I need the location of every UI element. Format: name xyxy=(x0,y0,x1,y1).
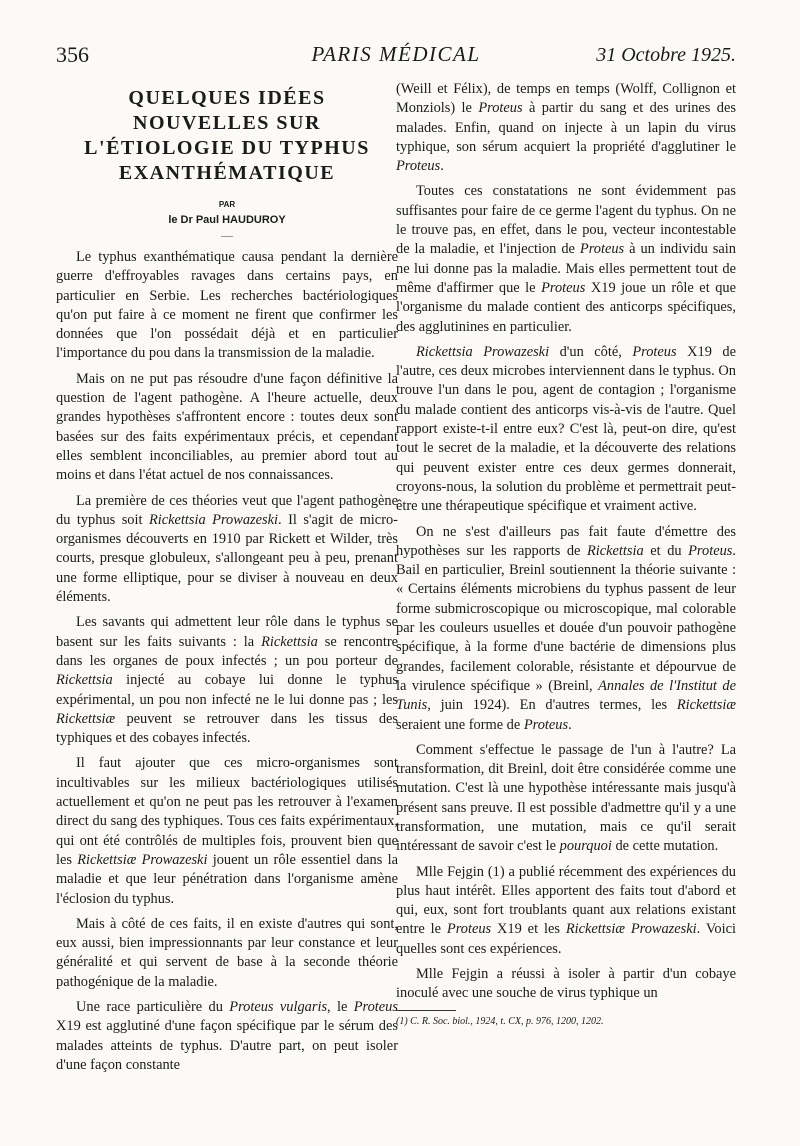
body-paragraph: Une race particulière du Proteus vulgaris, le Proteus X19 est agglutiné d'une façon spécifique par le sérum des malades atteints de typhus. D'autre part, on peut isoler d'une façon constante xyxy=(56,998,398,1073)
body-paragraph: On ne s'est d'ailleurs pas fait faute d'émettre des hypothèses sur les rapports de Rickettsia et du Proteus. Bail en particulier, Breinl soutiennent la théorie suivante : « Certains éléments microbiens du typhus passent de leur forme submicroscopique ou microscopique, mal colorable par les couleurs usuelles et douée d'un pouvoir pathogène spécifique, à la forme d'une bactérie de dimensions plus grandes, facilement colorable, résistante et dépourvue de la virulence spécifique » (Breinl, Annales de l'Institut de Tunis, juin 1924). En d'autres termes, les Rickettsiæ seraient une forme de Proteus. xyxy=(396,523,737,733)
running-header xyxy=(56,42,736,76)
body-paragraph: Les savants qui admettent leur rôle dans le typhus se basent sur les faits suivants : la Rickettsia se rencontre dans les organes de poux infectés ; un pou porteur de Rickettsia injecté au cobaye lui donne le typhus expérimental, un pou non infecté ne le lui donne pas ; les Rickettsiæ peuvent se retrouver dans les tissus des typhiques et des cobayes infectés. xyxy=(56,614,398,747)
body-paragraph: Mais à côté de ces faits, il en existe d'autres qui sont, eux aussi, bien impressionnants par leur constance et leur généralité et qui servent de base à la seconde théorie pathogénique de la maladie. xyxy=(56,915,398,990)
left-column xyxy=(56,80,398,1081)
page-number: 356 xyxy=(56,42,89,67)
title-line: EXANTHÉMATIQUE xyxy=(118,162,336,184)
body-paragraph: Mlle Fejgin (1) a publié récemment des expériences du plus haut intérêt. Elles apportent des faits tout d'abord et qui, eux, sont fort troublants quant aux relations existant entre le Proteus X19 et les Rickettsiæ Prowazeski. Voici quelles sont ces expériences. xyxy=(396,863,736,957)
separator-dash: — xyxy=(221,228,233,242)
author-name: le Dr Paul HAUDUROY xyxy=(168,214,286,226)
body-paragraph: Le typhus exanthématique causa pendant la dernière guerre d'effroyables ravages dans certains pays, en particulier en Serbie. Les recherches bactériologiques qu'on put faire à ce moment ne firent que confirmer les données que l'on possédait déjà et en particulier l'importance du pou dans la transmission de la maladie. xyxy=(56,249,398,362)
body-paragraph: Mlle Fejgin a réussi à isoler à partir d'un cobaye inoculé avec une souche de virus typhique un xyxy=(396,966,736,1002)
body-paragraph: Rickettsia Prowazeski d'un côté, Proteus X19 de l'autre, ces deux microbes interviennent dans le typhus. On trouve l'un dans le pou, agent de contagion ; l'organisme du malade contient des anticorps vis-à-vis de l'autre. Quel rapport existe-t-il entre eux? C'est là, peut-on dire, qu'est tout le secret de la maladie, et la découverte des relations qui peuvent exister entre ces deux germes donnerait, croyons-nous, la solution du problème et permettrait peut-être une thérapeutique spécifique et vraiment active. xyxy=(396,343,736,515)
article-title xyxy=(56,86,398,186)
body-paragraph: Mais on ne put pas résoudre d'une façon définitive la question de l'agent pathogène. A l'heure actuelle, deux grandes hypothèses s'affrontent encore : toutes deux sont basées sur des faits expérimentaux précis, et cependant elles semblent inconciliables, au premier abord tout au moins et dans l'état actuel de nos connaissances. xyxy=(56,370,398,484)
left-body xyxy=(56,248,398,1075)
journal-title: PARIS MÉDICAL xyxy=(311,42,481,66)
right-column xyxy=(396,80,736,1028)
body-paragraph: La première de ces théories veut que l'agent pathogène du typhus soit Rickettsia Prowazeski. Il s'agit de micro-organismes découverts en 1910 par Rickett et Wilder, très courts, presque globuleux, s'allongeant peu à peu, prenant une forme elliptique, pour se diviser à nouveau en deux éléments. xyxy=(56,492,398,606)
title-line: QUELQUES IDÉES xyxy=(128,87,326,109)
title-line: L'ÉTIOLOGIE DU TYPHUS xyxy=(84,137,370,159)
by-label: PAR xyxy=(218,200,236,209)
body-paragraph: Toutes ces constatations ne sont évidemment pas suffisantes pour faire de ce germe l'agent du typhus. On ne le trouve pas, en effet, dans le pou, vecteur incontestable de la maladie, et l'injection de Proteus à un individu sain ne lui donne pas la maladie. Mais elles permettent tout de même d'affirmer que le Proteus X19 joue un rôle et que l'organisme du malade contient des anticorps spécifiques, des agglutinines en particulier. xyxy=(396,183,736,335)
body-paragraph: (Weill et Félix), de temps en temps (Wolff, Collignon et Monziols) le Proteus à partir du sang et des urines des malades. Enfin, quand on injecte à un lapin du virus typhique, son sérum acquiert la propriété d'agglutiner le Proteus. xyxy=(396,81,736,175)
footnote-rule xyxy=(396,1010,456,1011)
issue-date: 31 Octobre 1925. xyxy=(596,44,736,66)
body-paragraph: Il faut ajouter que ces micro-organismes sont incultivables sur les milieux bactériologiques utilisés actuellement et qu'on ne peut pas les retrouver à l'examen direct du sang des typhiques. Tous ces faits expérimentaux, qui ont été contrôlés de multiples fois, prouvent bien que les Rickettsiæ Prowazeski jouent un rôle essentiel dans la maladie et que leur pénétration dans l'organisme amène l'éclosion du typhus. xyxy=(56,755,398,907)
body-paragraph: Comment s'effectue le passage de l'un à l'autre? La transformation, dit Breinl, doit être considérée comme une mutation. C'est là une hypothèse intéressante mais jusqu'à présent sans preuve. Il est possible d'admettre qu'il y a une transformation, une mutation, mais ce qu'il serait intéressant de savoir c'est le pourquoi de cette mutation. xyxy=(396,741,736,855)
footnote: (1) C. R. Soc. biol., 1924, t. CX, p. 976, 1200, 1202. xyxy=(396,1015,604,1027)
right-body xyxy=(396,80,736,1004)
title-line: NOUVELLES SUR xyxy=(133,112,321,134)
